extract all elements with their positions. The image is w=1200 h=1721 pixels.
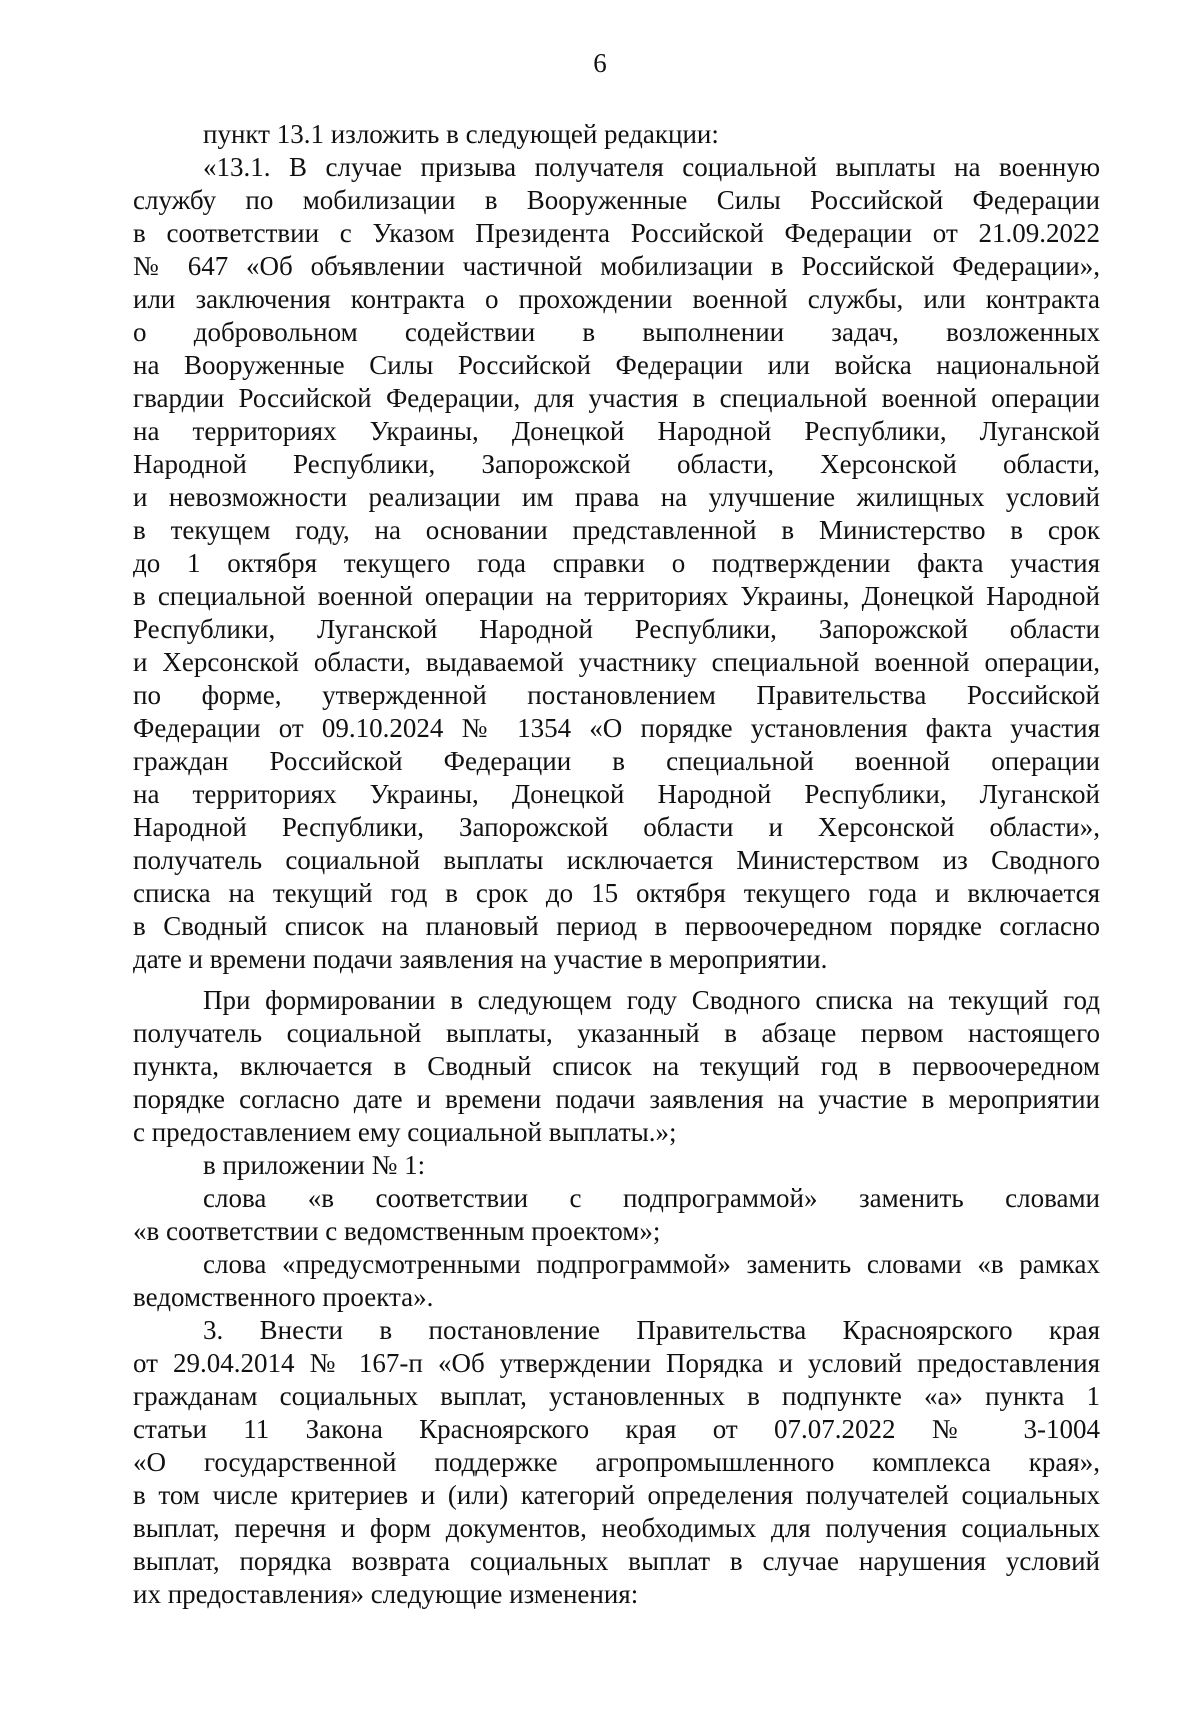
text-line: службу по мобилизации в Вооруженные Силы Российской Федерации xyxy=(133,185,1100,215)
text-line: порядке согласно дате и времени подачи заявления на участие в мероприятии xyxy=(133,1084,1100,1114)
page-number: 6 xyxy=(593,48,607,78)
text-line: в приложении № 1: xyxy=(203,1150,426,1180)
text-line: на Вооруженные Силы Российской Федерации или войска национальной xyxy=(133,350,1100,380)
text-line: получатель социальной выплаты, указанный в абзаце первом настоящего xyxy=(133,1018,1100,1048)
text-line: получатель социальной выплаты исключается Министерством из Сводного xyxy=(133,845,1100,875)
text-line: пункта, включается в Сводный список на текущий год в первоочередном xyxy=(133,1051,1100,1081)
text-line: Народной Республики, Запорожской области, Херсонской области, xyxy=(133,449,1100,479)
text-line: в том числе критериев и (или) категорий определения получателей социальных xyxy=(133,1480,1100,1510)
text-line: Федерации от 09.10.2024 № 1354 «О порядке установления факта участия xyxy=(133,713,1100,743)
text-line: статьи 11 Закона Красноярского края от 07.07.2022 № 3-1004 xyxy=(133,1414,1100,1444)
text-line: выплат, перечня и форм документов, необходимых для получения социальных xyxy=(133,1513,1100,1543)
text-line: и невозможности реализации им права на улучшение жилищных условий xyxy=(133,482,1100,512)
text-line: до 1 октября текущего года справки о подтверждении факта участия xyxy=(133,548,1100,578)
text-line: дате и времени подачи заявления на участие в мероприятии. xyxy=(133,944,828,974)
paragraph xyxy=(133,151,1100,976)
text-line: граждан Российской Федерации в специальной военной операции xyxy=(133,746,1100,776)
text-line: слова «в соответствии с подпрограммой» заменить словами xyxy=(203,1183,1100,1213)
text-line: Народной Республики, Запорожской области и Херсонской области», xyxy=(133,812,1100,842)
paragraph xyxy=(133,1314,1100,1611)
text-line: «в соответствии с ведомственным проектом»; xyxy=(133,1216,661,1246)
paragraph xyxy=(133,1248,1100,1314)
paragraph xyxy=(133,1149,1100,1182)
paragraph xyxy=(133,984,1100,1149)
text-line: списка на текущий год в срок до 15 октября текущего года и включается xyxy=(133,878,1100,908)
text-line: выплат, порядка возврата социальных выплат в случае нарушения условий xyxy=(133,1546,1100,1576)
text-line: «О государственной поддержке агропромышленного комплекса края», xyxy=(133,1447,1100,1477)
text-line: «13.1. В случае призыва получателя социальной выплаты на военную xyxy=(203,152,1100,182)
text-line: о добровольном содействии в выполнении задач, возложенных xyxy=(133,317,1100,347)
text-line: в Сводный список на плановый период в первоочередном порядке согласно xyxy=(133,911,1100,941)
document-body xyxy=(133,118,1100,1611)
text-line: с предоставлением ему социальной выплаты.»; xyxy=(133,1117,677,1147)
text-line: и Херсонской области, выдаваемой участнику специальной военной операции, xyxy=(133,647,1100,677)
text-line: или заключения контракта о прохождении военной службы, или контракта xyxy=(133,284,1100,314)
text-line: ведомственного проекта». xyxy=(133,1282,434,1312)
text-line: гражданам социальных выплат, установленных в подпункте «а» пункта 1 xyxy=(133,1381,1100,1411)
text-line: в специальной военной операции на территориях Украины, Донецкой Народной xyxy=(133,581,1100,611)
text-line: по форме, утвержденной постановлением Правительства Российской xyxy=(133,680,1100,710)
paragraph xyxy=(133,118,1100,151)
text-line: на территориях Украины, Донецкой Народной Республики, Луганской xyxy=(133,779,1100,809)
text-line: пункт 13.1 изложить в следующей редакции: xyxy=(203,119,719,149)
text-line: 3. Внести в постановление Правительства Красноярского края xyxy=(203,1315,1100,1345)
text-line: № 647 «Об объявлении частичной мобилизации в Российской Федерации», xyxy=(133,251,1100,281)
text-line: в текущем году, на основании представленной в Министерство в срок xyxy=(133,515,1100,545)
text-line: При формировании в следующем году Сводного списка на текущий год xyxy=(203,985,1100,1015)
text-line: слова «предусмотренными подпрограммой» заменить словами «в рамках xyxy=(203,1249,1100,1279)
text-line: на территориях Украины, Донецкой Народной Республики, Луганской xyxy=(133,416,1100,446)
text-line: в соответствии с Указом Президента Российской Федерации от 21.09.2022 xyxy=(133,218,1100,248)
text-line: от 29.04.2014 № 167-п «Об утверждении Порядка и условий предоставления xyxy=(133,1348,1100,1378)
text-line: гвардии Российской Федерации, для участия в специальной военной операции xyxy=(133,383,1100,413)
text-line: их предоставления» следующие изменения: xyxy=(133,1579,639,1609)
paragraph xyxy=(133,1182,1100,1248)
text-line: Республики, Луганской Народной Республики, Запорожской области xyxy=(133,614,1100,644)
